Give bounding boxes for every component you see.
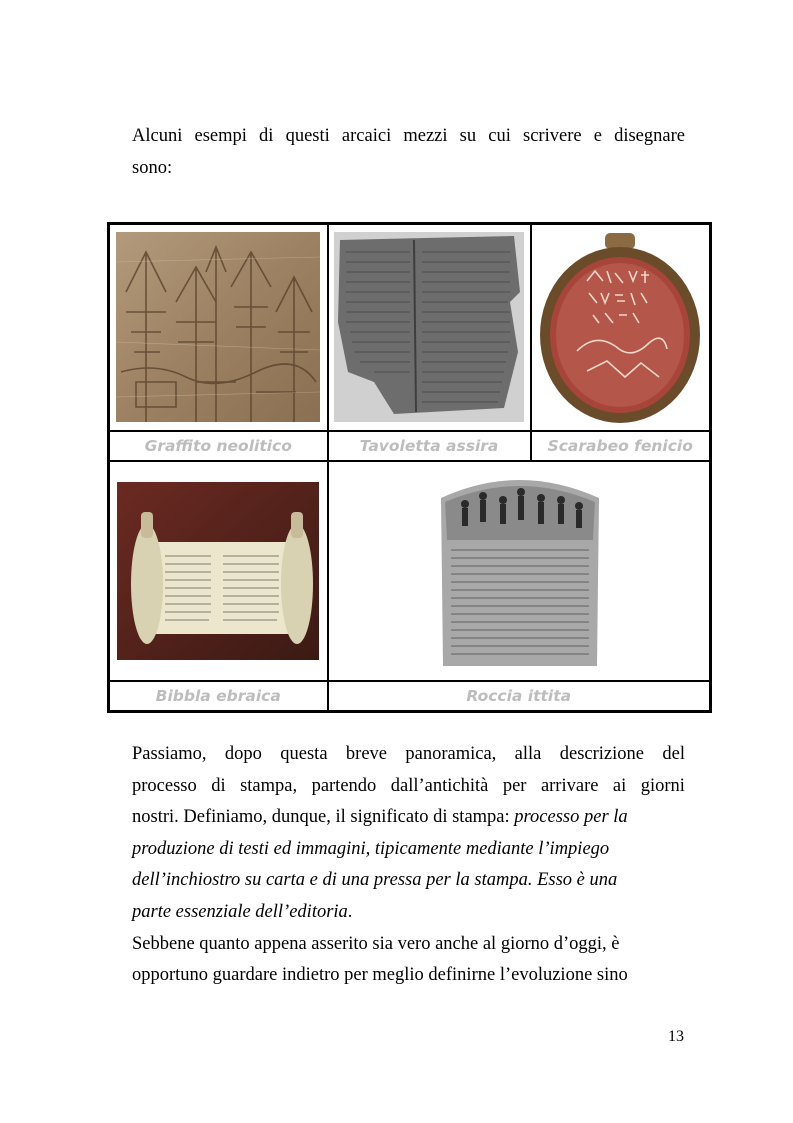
caption-bibbia: Bibbla ebraica xyxy=(109,681,328,712)
rock-carving-image xyxy=(116,232,320,422)
body-line-7: Sebbene quanto appena asserito sia vero anche al giorno d’oggi, è xyxy=(132,933,620,954)
body-line-1 xyxy=(132,739,685,771)
word: scrivere xyxy=(523,126,582,146)
word: Passiamo, xyxy=(132,744,207,764)
word: disegnare xyxy=(614,126,685,146)
intro-line-2: sono: xyxy=(132,157,173,178)
figure-cell-tavoletta xyxy=(328,224,531,431)
caption-roccia: Roccia ittita xyxy=(328,681,711,712)
body-line-8: opportuno guardare indietro per meglio definirne l’evoluzione sino xyxy=(132,965,628,986)
caption-tavoletta: Tavoletta assira xyxy=(328,431,531,461)
word: partendo xyxy=(311,775,377,796)
caption-graffito: Graffito neolitico xyxy=(109,431,328,461)
word: Alcuni xyxy=(132,126,183,146)
word: ai xyxy=(612,775,627,796)
word: e xyxy=(593,126,602,146)
clay-tablet-image xyxy=(334,232,524,422)
figures-table xyxy=(107,222,712,713)
word: arcaici xyxy=(341,126,392,146)
word: descrizione xyxy=(559,744,644,764)
word: arrivare xyxy=(540,775,599,796)
word: breve xyxy=(345,744,387,764)
figure-cell-scarabeo xyxy=(531,224,711,431)
body-line-3 xyxy=(132,802,685,834)
word: questi xyxy=(285,126,330,146)
figure-cell-bibbia xyxy=(109,461,328,681)
text: . xyxy=(347,901,353,922)
word: questa xyxy=(280,744,328,764)
word: di xyxy=(259,126,274,146)
definition-text: processo per la xyxy=(514,807,628,828)
caption-scarabeo: Scarabeo fenicio xyxy=(531,431,711,461)
word: cui xyxy=(488,126,511,146)
word: su xyxy=(459,126,477,146)
stele-image xyxy=(429,470,609,672)
word: per xyxy=(502,775,527,796)
word: alla xyxy=(514,744,542,764)
intro-line-1 xyxy=(132,121,685,153)
body-line-4 xyxy=(132,834,685,866)
figure-cell-roccia xyxy=(328,461,711,681)
definition-text: parte essenziale dell’editoria xyxy=(132,901,348,922)
word: di xyxy=(211,775,226,796)
word: stampa, xyxy=(240,775,298,796)
intro-paragraph xyxy=(132,121,685,184)
word: esempi xyxy=(194,126,247,146)
word: dopo xyxy=(224,744,262,764)
body-line-6 xyxy=(132,897,685,929)
definition-text: dell’inchiostro su carta e di una pressa per la stampa. Esso è una xyxy=(132,870,618,891)
body-line-2 xyxy=(132,771,685,803)
word: dall’antichità xyxy=(390,775,489,796)
word: mezzi xyxy=(403,126,448,146)
body-line-5 xyxy=(132,865,685,897)
body-paragraph xyxy=(132,739,685,992)
seal-scarab-image xyxy=(537,231,703,423)
torah-scroll-image xyxy=(117,482,319,660)
word: processo xyxy=(132,775,197,796)
page-number: 13 xyxy=(668,1028,684,1045)
figure-cell-graffito xyxy=(109,224,328,431)
word: del xyxy=(662,744,685,764)
word: panoramica, xyxy=(405,744,497,764)
text: nostri. Definiamo, dunque, il significato di stampa: xyxy=(132,807,515,828)
word: giorni xyxy=(640,775,685,796)
definition-text: produzione di testi ed immagini, tipicamente mediante l’impiego xyxy=(132,838,610,859)
